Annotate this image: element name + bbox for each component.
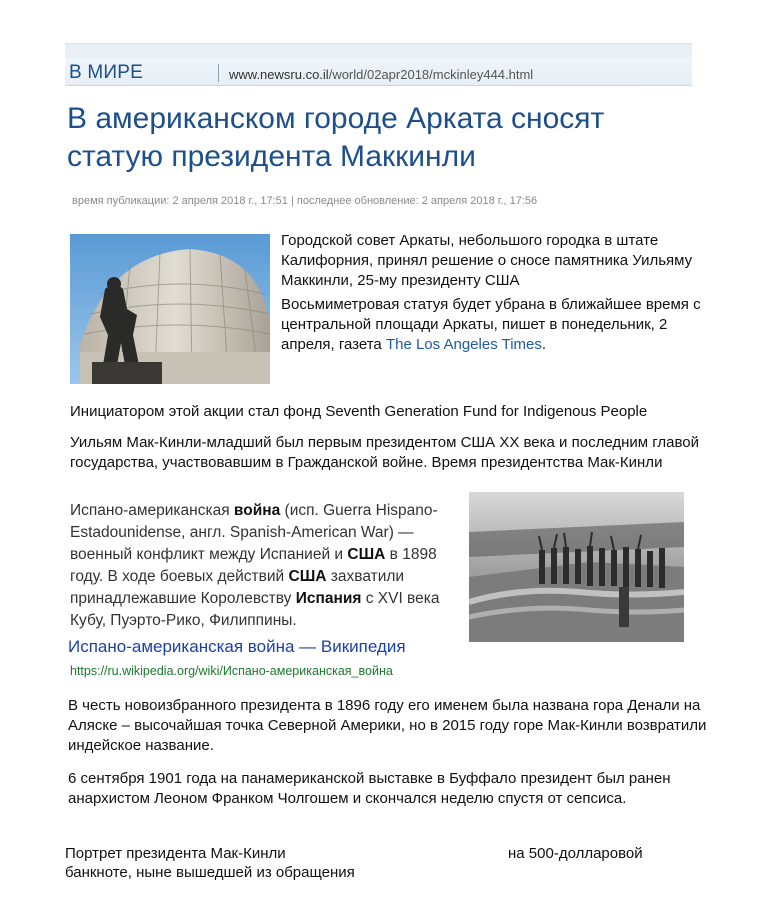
wiki-bold-4: Испания bbox=[295, 590, 362, 607]
paragraph-2-text: Восьмиметровая статуя будет убрана в ближайшее время с центральной площади Аркаты, пишет в понедельник, 2 апреля, газета bbox=[281, 296, 701, 353]
url-path: /world/02apr2018/mckinley444.html bbox=[328, 67, 534, 82]
wiki-result-title[interactable]: Испано-американская война — Википедия bbox=[68, 637, 406, 656]
paragraph-3: Инициатором этой акции стал фонд Seventh Generation Fund for Indigenous People bbox=[70, 403, 648, 420]
header-stripe bbox=[65, 44, 692, 58]
wiki-bold-2: США bbox=[347, 546, 386, 563]
publication-meta: время публикации: 2 апреля 2018 г., 17:51 | последнее обновление: 2 апреля 2018 г., 17:56 bbox=[72, 195, 538, 207]
wiki-text-5: с XVI века Кубу, Пуэрто-Рико, Филиппины. bbox=[70, 590, 440, 629]
la-times-link[interactable]: The Los Angeles Times bbox=[385, 336, 542, 353]
header-bar bbox=[65, 43, 692, 86]
paragraph-4: Уильям Мак-Кинли-младший был первым президентом США XX века и последним главой государства, участвовавшим в Гражданской войне. Время президентства Мак-Кинли bbox=[70, 434, 699, 471]
header-underline bbox=[65, 85, 692, 86]
url-domain: www.newsru.co.il bbox=[229, 67, 329, 82]
wiki-snippet bbox=[70, 500, 465, 632]
wiki-text-1: Испано-американская bbox=[70, 502, 234, 519]
mckinley-monument-photo bbox=[70, 234, 270, 384]
header-divider bbox=[218, 64, 219, 82]
wiki-bold-1: война bbox=[233, 502, 281, 519]
wiki-text-3: в 1898 году. В ходе боевых действий bbox=[70, 546, 437, 585]
paragraph-1: Городской совет Аркаты, небольшого городка в штате Калифорния, принял решение о сносе памятника Уильяму Маккинли, 25-му президенту США bbox=[281, 232, 693, 289]
spanish-american-war-photo bbox=[469, 492, 684, 642]
article-url[interactable] bbox=[229, 67, 533, 82]
wiki-result-url[interactable]: https://ru.wikipedia.org/wiki/Испано-американская_война bbox=[70, 664, 393, 678]
paragraph-2 bbox=[281, 295, 701, 355]
wiki-bold-3: США bbox=[288, 568, 327, 585]
paragraph-2-end: . bbox=[541, 336, 547, 353]
paragraph-6: 6 сентября 1901 года на панамериканской выставке в Буффало президент был ранен анархистом Леоном Франком Чолгошем и скончался неделю спустя от сепсиса. bbox=[68, 770, 671, 807]
wiki-text-2: (исп. Guerra Hispano-Estadounidense, англ. Spanish-American War) — военный конфликт между Испанией и bbox=[70, 502, 438, 563]
wiki-text-4: захватили принадлежавшие Королевству bbox=[70, 568, 405, 607]
paragraph-7-end: банкноте, ныне вышедшей из обращения bbox=[65, 864, 355, 881]
paragraph-5: В честь новоизбранного президента в 1896 году его именем была названа гора Денали на Аляске – высочайшая точка Северной Америки, но в 2015 году горе Мак-Кинли возвратили индейское название. bbox=[68, 697, 707, 754]
section-label[interactable]: В МИРЕ bbox=[69, 62, 143, 83]
article-title: В американском городе Арката сносят статую президента Маккинли bbox=[67, 102, 605, 173]
paragraph-7-start: Портрет президента Мак-Кинли bbox=[65, 845, 286, 862]
paragraph-7-middle: на 500-долларовой bbox=[508, 845, 643, 862]
